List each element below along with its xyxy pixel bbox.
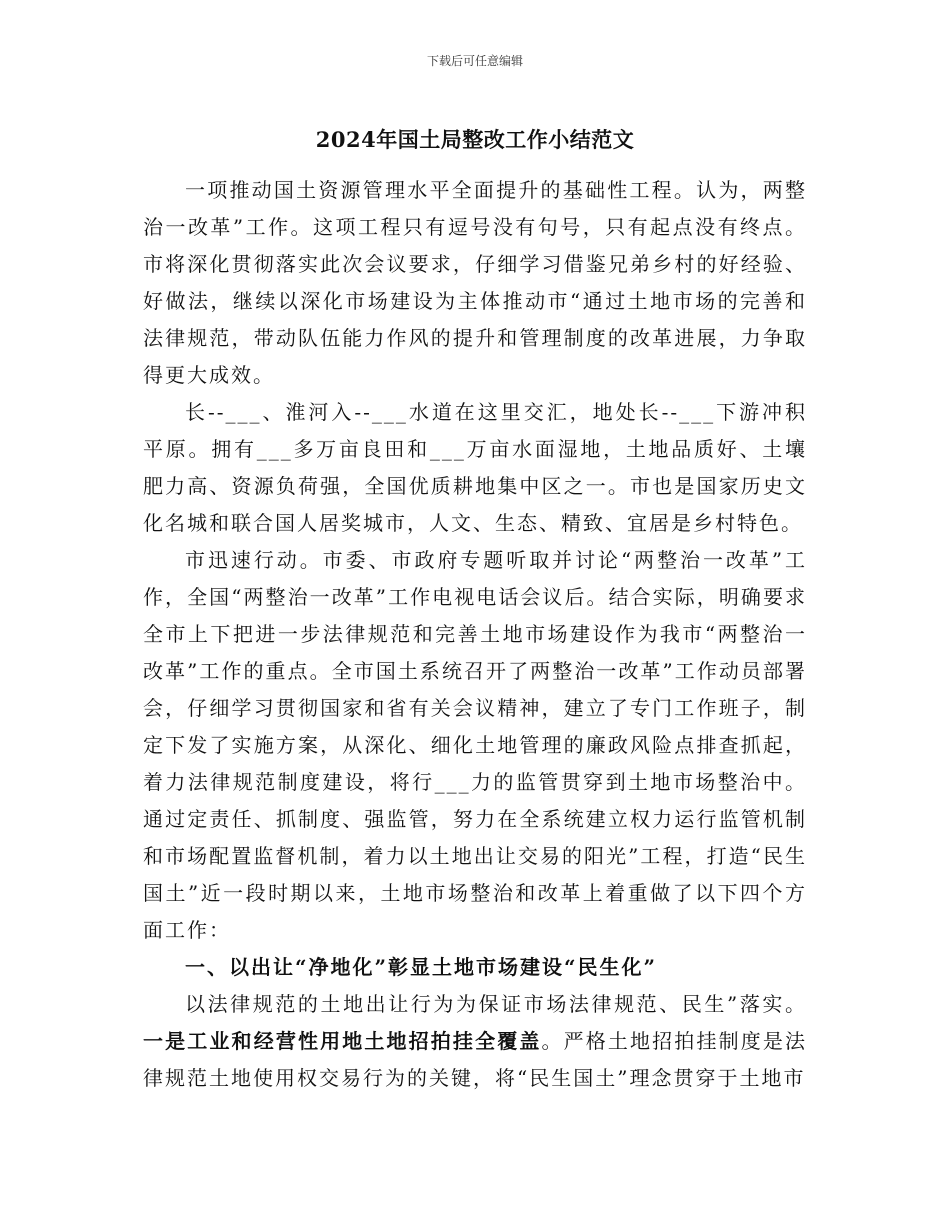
paragraph-4-bold: 一是工业和经营性用地土地招拍挂全覆盖 [143,1029,542,1053]
paragraph-1: 一项推动国土资源管理水平全面提升的基础性工程。认为，两整治一改革”工作。这项工程只有逗号没有句号，只有起点没有终点。市将深化贯彻落实此次会议要求，仔细学习借鉴兄弟乡村的好经验、好做法，继续以深化市场建设为主体推动市“通过土地市场的完善和法律规范，带动队伍能力作风的提升和管理制度的改革进展，力争取得更大成效。 [143,178,807,387]
paragraph-4 [143,986,807,1097]
paragraph-2: 长--___、淮河入--___水道在这里交汇，地处长--___下游冲积平原。拥有___多万亩良田和___万亩水面湿地，土地品质好、土壤肥力高、资源负荷强，全国优质耕地集中区之一。市也是国家历史文化名城和联合国人居奖城市，人文、生态、精致、宜居是乡村特色。 [143,400,807,535]
paragraph-4-rest: 。严格土地招拍挂制度是法律规范土地使用权交易行为的关键，将“民生国土”理念贯穿于土地市 [143,1029,808,1090]
paragraph-4-intro: 以法律规范的土地出让行为为保证市场法律规范、民生”落实。 [185,992,807,1016]
section-heading: 一、以出让“净地化”彰显土地市场建设“民生化” [185,955,658,979]
paragraph-3: 市迅速行动。市委、市政府专题听取并讨论“两整治一改革”工作，全国“两整治一改革”工作电视电话会议后。结合实际，明确要求全市上下把进一步法律规范和完善土地市场建设作为我市“两整治一改革”工作的重点。全市国土系统召开了两整治一改革”工作动员部署会，仔细学习贯彻国家和省有关会议精神，建立了专门工作班子，制定下发了实施方案，从深化、细化土地管理的廉政风险点排查抓起，着力法律规范制度建设，将行___力的监管贯穿到土地市场整治中。通过定责任、抓制度、强监管，努力在全系统建立权力运行监管机制和市场配置监督机制，着力以土地出让交易的阳光”工程，打造“民生国土”近一段时期以来，土地市场整治和改革上着重做了以下四个方面工作： [143,548,807,942]
document-title: 2024年国土局整改工作小结范文 [315,127,635,152]
header-note: 下载后可任意编辑 [426,54,523,68]
document-body [143,172,807,1097]
